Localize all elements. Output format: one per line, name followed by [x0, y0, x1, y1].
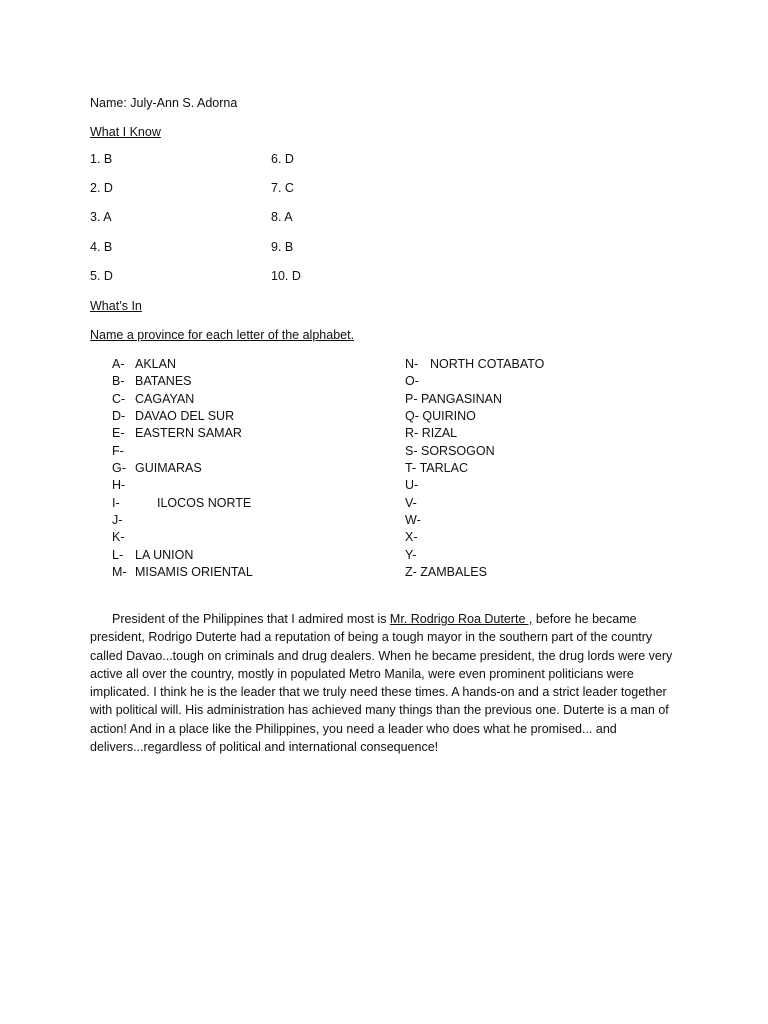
letter-label: K-	[112, 530, 125, 544]
answer-row	[90, 181, 390, 197]
essay-text-start: President of the Philippines that I admired most is	[112, 612, 390, 626]
letter-label: X-	[405, 530, 418, 544]
letter-label: B-	[112, 374, 125, 388]
letter-label: W-	[405, 513, 421, 527]
province-name: MISAMIS ORIENTAL	[135, 565, 253, 579]
province-name: NORTH COTABATO	[430, 357, 545, 371]
letter-label: H-	[112, 478, 126, 492]
province-name: QUIRINO	[422, 409, 476, 423]
essay-paragraph	[90, 610, 676, 756]
list-item	[405, 391, 502, 407]
answer-row	[90, 240, 390, 256]
list-item	[405, 512, 424, 528]
list-item	[405, 495, 420, 511]
province-name: EASTERN SAMAR	[135, 426, 242, 440]
answer-right: 6. D	[271, 152, 294, 166]
province-name: CAGAYAN	[135, 392, 195, 406]
letter-label: T-	[405, 461, 417, 475]
province-name: PANGASINAN	[420, 392, 503, 406]
list-item	[405, 425, 457, 441]
letter-label: O-	[405, 374, 419, 388]
province-name: DAVAO DEL SUR	[135, 409, 235, 423]
letter-label: J-	[112, 513, 123, 527]
province-name: ILOCOS NORTE	[157, 496, 252, 510]
list-item	[405, 529, 421, 545]
list-item	[112, 477, 135, 493]
president-name: Mr. Rodrigo Roa Duterte ,	[389, 612, 533, 626]
list-item	[112, 460, 202, 476]
letter-label: M-	[112, 565, 127, 579]
answer-left: 2. D	[90, 181, 113, 195]
letter-label: R-	[405, 426, 419, 440]
province-name: SORSOGON	[420, 444, 495, 458]
answer-left: 4. B	[90, 240, 113, 254]
student-name: Name: July-Ann S. Adorna	[90, 96, 238, 110]
province-name: GUIMARAS	[135, 461, 202, 475]
list-item	[112, 547, 193, 563]
answer-left: 5. D	[90, 269, 113, 283]
answer-right: 8. A	[271, 210, 293, 224]
list-item	[405, 443, 495, 459]
province-name: ZAMBALES	[420, 565, 487, 579]
letter-label: G-	[112, 461, 126, 475]
answer-right: 10. D	[271, 269, 301, 283]
list-item	[112, 373, 192, 389]
letter-label: Z-	[405, 565, 417, 579]
letter-label: P-	[405, 392, 418, 406]
letter-label: F-	[112, 444, 124, 458]
letter-label: C-	[112, 392, 126, 406]
list-item	[112, 443, 135, 459]
list-item	[405, 373, 422, 389]
province-name: RIZAL	[421, 426, 458, 440]
letter-label: V-	[405, 496, 417, 510]
list-item	[112, 425, 242, 441]
letter-label: E-	[112, 426, 125, 440]
answer-left: 3. A	[90, 210, 112, 224]
answer-row	[90, 269, 390, 285]
letter-label: N-	[405, 357, 419, 371]
list-item	[112, 408, 234, 424]
letter-label: Q-	[405, 409, 419, 423]
instruction-text: Name a province for each letter of the alphabet.	[90, 328, 355, 342]
answer-row	[90, 152, 390, 168]
list-item	[112, 495, 251, 511]
list-item	[405, 356, 544, 372]
list-item	[112, 391, 194, 407]
answer-row	[90, 210, 390, 226]
list-item	[405, 477, 422, 493]
answer-right: 9. B	[271, 240, 294, 254]
letter-label: S-	[405, 444, 418, 458]
list-item	[405, 460, 468, 476]
letter-label: A-	[112, 357, 125, 371]
list-item	[405, 547, 420, 563]
letter-label: I-	[112, 496, 120, 510]
answer-right: 7. C	[271, 181, 294, 195]
letter-label: U-	[405, 478, 419, 492]
what-i-know-heading: What I Know	[90, 125, 161, 139]
answer-left: 1. B	[90, 152, 113, 166]
list-item	[112, 529, 135, 545]
list-item	[112, 356, 176, 372]
list-item	[112, 512, 135, 528]
essay-text-rest: before he became president, Rodrigo Duterte had a reputation of being a tough mayor in the southern part of the country called Davao...tough on criminals and drug dealers. When he became president, the drug lords were very active all over the country, mostly in populated Metro Manila, were even prominent politicians were implicated. I think he is the leader that we truly need these times. A hands-on and a strict leader together with political will. His administration has achieved many things than the previous one. Duterte is a man of action! And in a place like the Philippines, you need a leader who does what he promised... and delivers...regardless of political and international consequence!	[90, 612, 673, 755]
letter-label: L-	[112, 548, 124, 562]
letter-label: D-	[112, 409, 126, 423]
list-item	[405, 408, 476, 424]
list-item	[112, 564, 253, 580]
province-name: TARLAC	[419, 461, 468, 475]
province-name: BATANES	[135, 374, 192, 388]
whats-in-heading: What’s In	[90, 299, 142, 313]
letter-label: Y-	[405, 548, 417, 562]
province-name: AKLAN	[135, 357, 176, 371]
province-name: LA UNION	[135, 548, 194, 562]
list-item	[405, 564, 487, 580]
